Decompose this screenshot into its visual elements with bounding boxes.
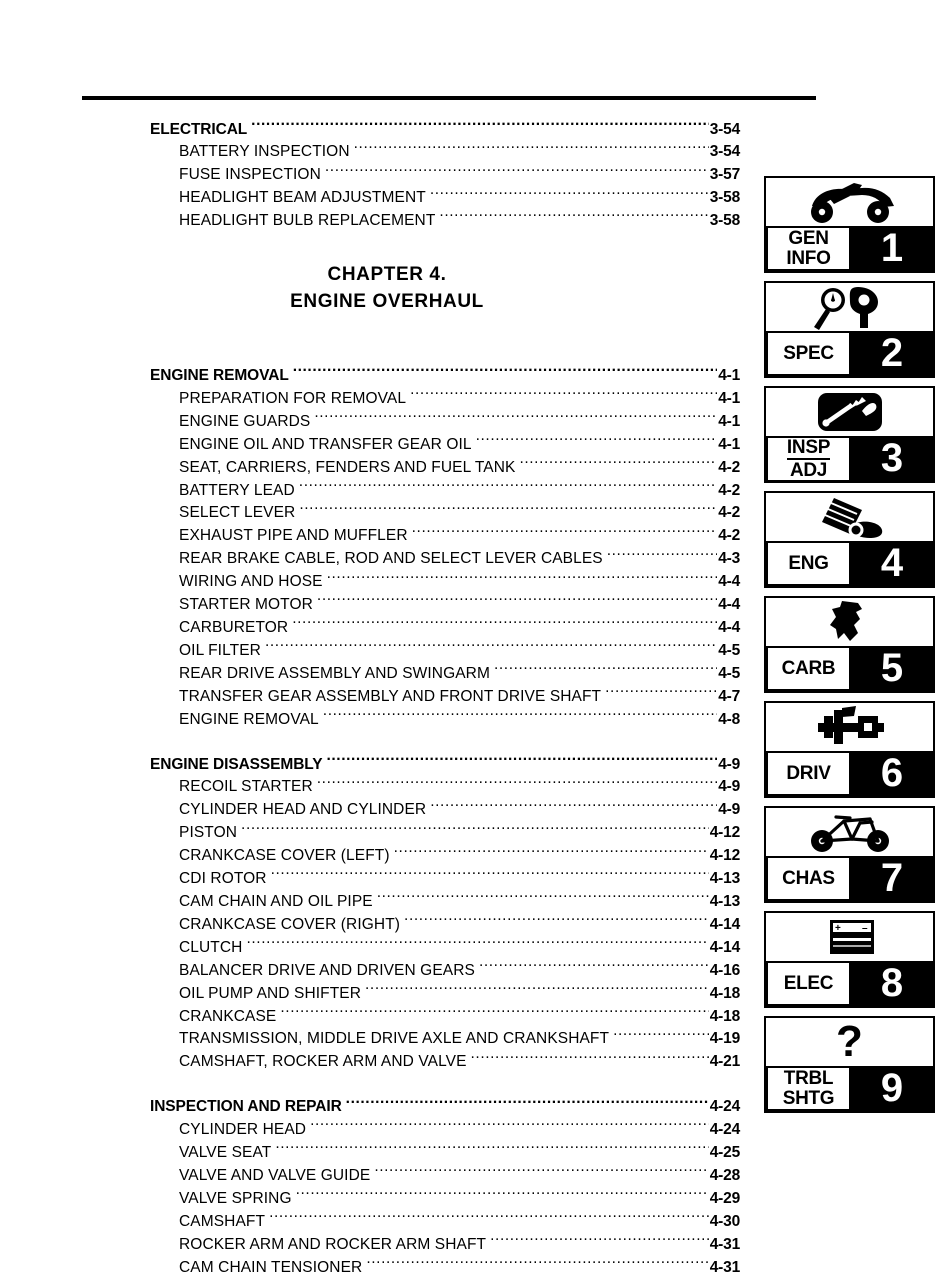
toc-entry-row[interactable] bbox=[179, 639, 740, 662]
chapter-tab-3[interactable] bbox=[764, 386, 935, 483]
chapter-tab-bottom bbox=[766, 856, 933, 901]
chapter-tab-label bbox=[766, 856, 851, 901]
toc-entry-page-number: 4-18 bbox=[709, 984, 740, 1002]
toc-entry-label: SELECT LEVER bbox=[179, 504, 296, 522]
toc-entry-label: PISTON bbox=[179, 824, 238, 842]
dot-leader bbox=[325, 164, 709, 180]
chapter-tab-5[interactable] bbox=[764, 596, 935, 693]
chassis-icon bbox=[766, 808, 933, 856]
toc-entry-label: VALVE AND VALVE GUIDE bbox=[179, 1166, 371, 1184]
toc-entry-page-number: 4-7 bbox=[718, 687, 740, 705]
toc-entry-page-number: 3-58 bbox=[709, 212, 740, 230]
toc-entry-row[interactable] bbox=[179, 1233, 740, 1256]
dot-leader bbox=[377, 890, 709, 906]
toc-entry-page-number: 4-3 bbox=[718, 550, 740, 568]
toc-entry-label: CAMSHAFT bbox=[179, 1212, 266, 1230]
toc-entry-row[interactable] bbox=[179, 141, 740, 164]
toc-entry-label: CRANKCASE bbox=[179, 1007, 277, 1025]
toc-entry-label: OIL PUMP AND SHIFTER bbox=[179, 984, 362, 1002]
toc-entry-row[interactable] bbox=[179, 822, 740, 845]
toc-entry-row[interactable] bbox=[179, 594, 740, 617]
toc-entry-page-number: 4-12 bbox=[709, 824, 740, 842]
dot-leader bbox=[430, 187, 709, 203]
piston-icon bbox=[766, 493, 933, 541]
toc-entry-label: CARBURETOR bbox=[179, 619, 289, 636]
toc-entry-label: PREPARATION FOR REMOVAL bbox=[179, 389, 407, 407]
chapter-tab-label-line-1: ENG bbox=[788, 553, 829, 574]
toc-entry-page-number: 3-57 bbox=[709, 166, 740, 184]
toc-entry-label: CLUTCH bbox=[179, 938, 243, 956]
svg-text:+: + bbox=[834, 923, 841, 934]
dot-leader bbox=[471, 1051, 709, 1067]
chapter-tab-label-line-2: ADJ bbox=[789, 460, 828, 481]
chapter-tab-8[interactable] bbox=[764, 911, 935, 1008]
toc-entry-row[interactable] bbox=[179, 479, 740, 502]
toc-entry-label: ELECTRICAL bbox=[150, 120, 248, 138]
dot-leader bbox=[519, 456, 717, 472]
header-rule bbox=[82, 96, 816, 100]
toc-entry-row[interactable] bbox=[179, 708, 740, 731]
dot-leader bbox=[490, 1233, 709, 1249]
toc-entry-row[interactable] bbox=[179, 845, 740, 868]
wrench-icon bbox=[766, 388, 933, 436]
toc-entry-row[interactable] bbox=[179, 1256, 740, 1279]
toc-entry-page-number: 4-9 bbox=[718, 755, 740, 773]
chapter-tab-bottom bbox=[766, 331, 933, 376]
toc-entry-page-number: 4-12 bbox=[709, 847, 740, 865]
toc-entry-label: WIRING AND HOSE bbox=[179, 573, 323, 591]
chapter-tab-bottom bbox=[766, 436, 933, 482]
chapter-tab-7[interactable] bbox=[764, 806, 935, 903]
dot-leader bbox=[317, 776, 717, 792]
toc-entry-page-number: 4-13 bbox=[709, 892, 740, 910]
toc-entry-row[interactable] bbox=[179, 164, 740, 187]
toc-entry-page-number: 4-1 bbox=[718, 412, 740, 430]
toc-entry-page-number: 4-5 bbox=[718, 664, 740, 682]
toc-entry-label: CAMSHAFT, ROCKER ARM AND VALVE bbox=[179, 1053, 467, 1071]
atv-icon bbox=[766, 178, 933, 226]
toc-entry-page-number: 4-2 bbox=[718, 458, 740, 476]
chapter-tab-label bbox=[766, 751, 851, 796]
dot-leader bbox=[439, 210, 708, 226]
dot-leader bbox=[494, 662, 717, 678]
toc-entry-row[interactable] bbox=[179, 868, 740, 891]
toc-entry-page-number: 4-2 bbox=[718, 504, 740, 522]
toc-entry-label: REAR DRIVE ASSEMBLY AND SWINGARM bbox=[179, 664, 490, 682]
dot-leader bbox=[354, 141, 709, 157]
toc-entry-label: OIL FILTER bbox=[179, 641, 261, 659]
chapter-tab-6[interactable] bbox=[764, 701, 935, 798]
dot-leader bbox=[296, 1187, 709, 1203]
toc-section bbox=[82, 365, 740, 732]
toc-entry-page-number: 3-58 bbox=[709, 189, 740, 207]
toc-entry-label: HEADLIGHT BEAM ADJUSTMENT bbox=[179, 189, 426, 207]
dot-leader bbox=[326, 753, 717, 769]
toc-sections bbox=[82, 118, 740, 1279]
toc-section-heading[interactable] bbox=[150, 1096, 740, 1119]
toc-entry-page-number: 4-21 bbox=[709, 1053, 740, 1071]
chapter-tab-label bbox=[766, 541, 851, 586]
toc-entry-label: ENGINE GUARDS bbox=[179, 412, 311, 430]
toc-entry-label: VALVE SPRING bbox=[179, 1189, 292, 1207]
chapter-tab-label bbox=[766, 961, 851, 1006]
toc-entry-label: RECOIL STARTER bbox=[179, 778, 313, 796]
dot-leader bbox=[280, 1005, 708, 1021]
dot-leader bbox=[299, 502, 717, 518]
dot-leader bbox=[323, 708, 717, 724]
chapter-tab-number: 3 bbox=[851, 436, 933, 482]
dot-leader bbox=[251, 118, 709, 134]
chapter-tab-label bbox=[766, 226, 851, 271]
dot-leader bbox=[317, 594, 717, 610]
toc-entry-row[interactable] bbox=[179, 387, 740, 410]
chapter-tab-label-line-1: SPEC bbox=[783, 343, 834, 364]
toc-entry-label: CRANKCASE COVER (LEFT) bbox=[179, 847, 390, 865]
toc-entry-page-number: 4-25 bbox=[709, 1144, 740, 1162]
chapter-tab-number: 6 bbox=[851, 751, 933, 796]
chapter-tab-label-line-2: INFO bbox=[786, 248, 831, 269]
toc-entry-page-number: 4-4 bbox=[718, 619, 740, 636]
toc-entry-row[interactable] bbox=[179, 1119, 740, 1142]
toc-entry-page-number: 4-1 bbox=[718, 435, 740, 453]
chapter-tab-1[interactable] bbox=[764, 176, 935, 273]
chapter-tab-number: 8 bbox=[851, 961, 933, 1006]
toc-entry-row[interactable] bbox=[179, 433, 740, 456]
toc-entry-page-number: 4-1 bbox=[718, 389, 740, 407]
toc-entry-page-number: 4-30 bbox=[709, 1212, 740, 1230]
toc-entry-page-number: 4-24 bbox=[709, 1098, 740, 1116]
toc-entry-row[interactable] bbox=[179, 913, 740, 936]
toc-entry-label: BATTERY LEAD bbox=[179, 481, 295, 499]
toc-entry-label: CYLINDER HEAD bbox=[179, 1121, 307, 1139]
dot-leader bbox=[404, 913, 709, 929]
dot-leader bbox=[327, 571, 718, 587]
chapter-tab-number: 7 bbox=[851, 856, 933, 901]
toc-entry-label: SEAT, CARRIERS, FENDERS AND FUEL TANK bbox=[179, 458, 516, 476]
toc-entry-row[interactable] bbox=[179, 502, 740, 525]
toc-section bbox=[82, 118, 740, 233]
chapter-tab-bottom bbox=[766, 1066, 933, 1111]
toc-entry-label: VALVE SEAT bbox=[179, 1144, 272, 1162]
chapter-title-line-2: ENGINE OVERHAUL bbox=[290, 290, 484, 312]
question-mark-icon: ? bbox=[766, 1018, 933, 1066]
chapter-tab-label-line-2: SHTG bbox=[782, 1088, 835, 1109]
chapter-tab-number: 5 bbox=[851, 646, 933, 691]
chapter-tab-bottom bbox=[766, 541, 933, 586]
toc-entry-row[interactable] bbox=[179, 1164, 740, 1187]
toc-entry-label: ENGINE REMOVAL bbox=[150, 367, 289, 385]
dot-leader bbox=[476, 433, 718, 449]
toc-entry-page-number: 4-9 bbox=[718, 778, 740, 796]
dot-leader bbox=[412, 525, 718, 541]
toc-entry-label: CDI ROTOR bbox=[179, 870, 267, 888]
chapter-tab-bottom bbox=[766, 961, 933, 1006]
dot-leader bbox=[605, 685, 717, 701]
section-spacer bbox=[82, 1074, 740, 1096]
chapter-tab-label-line-1: ELEC bbox=[783, 973, 834, 994]
dot-leader bbox=[613, 1028, 709, 1044]
dot-leader bbox=[430, 799, 717, 815]
dot-leader bbox=[246, 936, 708, 952]
toc-entry-row[interactable] bbox=[179, 1142, 740, 1165]
toc-entry-page-number: 4-2 bbox=[718, 527, 740, 545]
toc-entry-label: CRANKCASE COVER (RIGHT) bbox=[179, 915, 401, 933]
toc-entry-page-number: 4-18 bbox=[709, 1007, 740, 1025]
svg-text:–: – bbox=[861, 923, 868, 934]
toc-entry-label: ENGINE OIL AND TRANSFER GEAR OIL bbox=[179, 435, 472, 453]
chapter-tab-label bbox=[766, 436, 851, 482]
toc-entry-row[interactable] bbox=[179, 1187, 740, 1210]
chapter-tab-label-line-1: CARB bbox=[781, 658, 836, 679]
dot-leader bbox=[365, 982, 709, 998]
toc-entry-page-number: 4-1 bbox=[718, 367, 740, 385]
chapter-title bbox=[82, 261, 740, 315]
toc-entry-row[interactable] bbox=[179, 1005, 740, 1028]
dot-leader bbox=[271, 868, 709, 884]
toc-entry-label: CAM CHAIN AND OIL PIPE bbox=[179, 892, 373, 910]
toc-entry-row[interactable] bbox=[179, 799, 740, 822]
chapter-tab-label-line-1: INSP bbox=[786, 437, 831, 458]
chapter-tab-label-line-1: GEN bbox=[788, 228, 829, 249]
toc-entry-row[interactable] bbox=[179, 776, 740, 799]
dot-leader bbox=[374, 1164, 708, 1180]
chapter-tab-number: 4 bbox=[851, 541, 933, 586]
dot-leader bbox=[366, 1256, 708, 1272]
chapter-tab-label bbox=[766, 331, 851, 376]
chapter-title-line-1: CHAPTER 4. bbox=[327, 263, 447, 285]
toc-section-heading[interactable] bbox=[150, 365, 740, 388]
toc-entry-row[interactable] bbox=[179, 959, 740, 982]
toc-section-heading[interactable] bbox=[150, 118, 740, 141]
toc-section-heading[interactable] bbox=[150, 753, 740, 776]
dot-leader bbox=[394, 845, 709, 861]
toc-entry-page-number: 4-2 bbox=[718, 481, 740, 499]
toc-entry-row[interactable] bbox=[179, 187, 740, 210]
toc-entry-page-number: 4-31 bbox=[709, 1258, 740, 1276]
chapter-tab-label bbox=[766, 1066, 851, 1111]
toc-entry-label: FUSE INSPECTION bbox=[179, 166, 321, 184]
table-of-contents bbox=[82, 96, 740, 1279]
toc-entry-row[interactable] bbox=[179, 685, 740, 708]
chapter-tab-2[interactable] bbox=[764, 281, 935, 378]
toc-entry-label: TRANSMISSION, MIDDLE DRIVE AXLE AND CRANKSHAFT bbox=[179, 1030, 610, 1048]
toc-entry-label: EXHAUST PIPE AND MUFFLER bbox=[179, 527, 408, 545]
driveshaft-icon bbox=[766, 703, 933, 751]
toc-entry-page-number: 3-54 bbox=[709, 120, 740, 138]
chapter-tab-number: 1 bbox=[851, 226, 933, 271]
toc-entry-row[interactable] bbox=[179, 525, 740, 548]
chapter-tab-4[interactable] bbox=[764, 491, 935, 588]
toc-entry-page-number: 4-5 bbox=[718, 641, 740, 659]
toc-entry-row[interactable] bbox=[179, 1210, 740, 1233]
toc-entry-page-number: 4-28 bbox=[709, 1166, 740, 1184]
toc-entry-label: REAR BRAKE CABLE, ROD AND SELECT LEVER CABLES bbox=[179, 550, 603, 568]
toc-entry-label: STARTER MOTOR bbox=[179, 596, 313, 614]
dot-leader bbox=[607, 548, 717, 564]
toc-section bbox=[82, 753, 740, 1074]
toc-entry-page-number: 4-14 bbox=[709, 915, 740, 933]
toc-entry-page-number: 4-8 bbox=[718, 710, 740, 728]
chapter-tab-label bbox=[766, 646, 851, 691]
toc-entry-row[interactable] bbox=[179, 571, 740, 594]
battery-icon bbox=[766, 913, 933, 961]
toc-entry-page-number: 4-24 bbox=[709, 1121, 740, 1139]
toc-entry-row[interactable] bbox=[179, 410, 740, 433]
toc-entry-row[interactable] bbox=[179, 662, 740, 685]
toc-entry-label: ROCKER ARM AND ROCKER ARM SHAFT bbox=[179, 1235, 487, 1253]
chapter-tab-label-line-1: DRIV bbox=[786, 763, 831, 784]
dot-leader bbox=[310, 1119, 709, 1135]
toc-section bbox=[82, 1096, 740, 1279]
dot-leader bbox=[299, 479, 717, 495]
carburetor-icon bbox=[766, 598, 933, 646]
toc-entry-row[interactable] bbox=[179, 617, 740, 640]
toc-entry-label: HEADLIGHT BULB REPLACEMENT bbox=[179, 212, 436, 230]
chapter-tab-bottom bbox=[766, 226, 933, 271]
chapter-tab-bottom bbox=[766, 751, 933, 796]
dot-leader bbox=[269, 1210, 709, 1226]
section-spacer bbox=[82, 343, 740, 365]
toc-entry-page-number: 4-4 bbox=[718, 596, 740, 614]
chapter-tab-number: 2 bbox=[851, 331, 933, 376]
toc-entry-label: TRANSFER GEAR ASSEMBLY AND FRONT DRIVE SHAFT bbox=[179, 687, 602, 705]
dot-leader bbox=[292, 617, 717, 633]
dot-leader bbox=[241, 822, 709, 838]
toc-entry-label: BALANCER DRIVE AND DRIVEN GEARS bbox=[179, 961, 475, 979]
toc-entry-row[interactable] bbox=[179, 548, 740, 571]
dot-leader bbox=[275, 1142, 708, 1158]
chapter-tab-9[interactable] bbox=[764, 1016, 935, 1113]
dot-leader bbox=[314, 410, 717, 426]
chapter-tab-rail bbox=[764, 176, 935, 1121]
dot-leader bbox=[265, 639, 717, 655]
toc-entry-row[interactable] bbox=[179, 210, 740, 233]
dot-leader bbox=[479, 959, 709, 975]
toc-entry-page-number: 4-13 bbox=[709, 870, 740, 888]
toc-entry-label: ENGINE REMOVAL bbox=[179, 710, 319, 728]
toc-entry-page-number: 4-31 bbox=[709, 1235, 740, 1253]
toc-entry-page-number: 4-29 bbox=[709, 1189, 740, 1207]
toc-entry-row[interactable] bbox=[179, 1051, 740, 1074]
toc-entry-page-number: 4-14 bbox=[709, 938, 740, 956]
dot-leader bbox=[346, 1096, 709, 1112]
chapter-tab-label-line-1: TRBL bbox=[783, 1068, 834, 1089]
toc-entry-page-number: 4-19 bbox=[709, 1030, 740, 1048]
toc-entry-page-number: 4-16 bbox=[709, 961, 740, 979]
caliper-gauge-icon bbox=[766, 283, 933, 331]
chapter-tab-label-line-1: CHAS bbox=[782, 868, 835, 889]
chapter-tab-bottom bbox=[766, 646, 933, 691]
chapter-tab-number: 9 bbox=[851, 1066, 933, 1111]
toc-entry-row[interactable] bbox=[179, 982, 740, 1005]
toc-entry-label: ENGINE DISASSEMBLY bbox=[150, 755, 323, 773]
toc-entry-label: BATTERY INSPECTION bbox=[179, 143, 350, 161]
toc-entry-label: INSPECTION AND REPAIR bbox=[150, 1098, 342, 1116]
toc-entry-row[interactable] bbox=[179, 890, 740, 913]
toc-entry-row[interactable] bbox=[179, 1028, 740, 1051]
toc-entry-label: CYLINDER HEAD AND CYLINDER bbox=[179, 801, 427, 819]
toc-entry-label: CAM CHAIN TENSIONER bbox=[179, 1258, 363, 1276]
toc-entry-row[interactable] bbox=[179, 456, 740, 479]
dot-leader bbox=[410, 387, 717, 403]
section-spacer bbox=[82, 731, 740, 753]
toc-entry-page-number: 4-9 bbox=[718, 801, 740, 819]
dot-leader bbox=[293, 365, 718, 381]
toc-entry-row[interactable] bbox=[179, 936, 740, 959]
toc-entry-page-number: 4-4 bbox=[718, 573, 740, 591]
toc-entry-page-number: 3-54 bbox=[709, 143, 740, 161]
